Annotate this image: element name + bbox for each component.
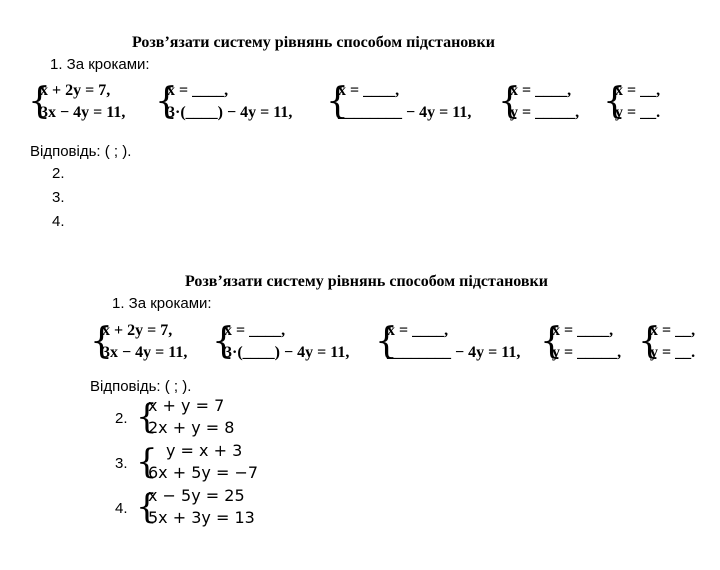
bottom-item-2-system xyxy=(136,396,266,442)
equation-line: y = x + 3 xyxy=(166,441,243,460)
brace-icon: { xyxy=(155,81,178,122)
bottom-system-2 xyxy=(212,320,377,364)
equation-line: x = ____, xyxy=(510,82,572,99)
equation-line: x = __, xyxy=(615,82,661,99)
brace-icon: { xyxy=(90,321,113,362)
equation-line: x − 5y = 25 xyxy=(148,486,245,505)
equation-line: x = ____, xyxy=(167,82,229,99)
brace-icon: { xyxy=(136,442,158,482)
equation-line: x = __, xyxy=(650,322,696,339)
equation-line: x = ____, xyxy=(387,322,449,339)
top-answer: Відповідь: ( ; ). xyxy=(30,143,132,160)
top-system-3 xyxy=(326,80,496,124)
equation-line: 3x − 4y = 11, xyxy=(40,104,126,121)
equation-line: y = _____, xyxy=(510,104,580,121)
top-system-4 xyxy=(498,80,598,124)
top-title: Розв’язати систему рівнянь способом підстановки xyxy=(132,34,495,51)
equation-line: 3·(____) − 4y = 11, xyxy=(224,344,350,361)
bottom-system-1 xyxy=(90,320,215,364)
top-system-2 xyxy=(155,80,325,124)
bottom-step-1: 1. За кроками: xyxy=(112,295,212,312)
equation-line: x + y = 7 xyxy=(148,396,225,415)
top-item-4: 4. xyxy=(52,213,65,230)
equation-line: 3·(____) − 4y = 11, xyxy=(167,104,293,121)
brace-icon: { xyxy=(540,321,563,362)
equation-line: x = ____, xyxy=(338,82,400,99)
equation-line: 3x − 4y = 11, xyxy=(102,344,188,361)
equation-line: y = __. xyxy=(615,104,661,121)
top-system-1 xyxy=(28,80,158,124)
brace-icon: { xyxy=(28,81,51,122)
bottom-item-3-system xyxy=(136,441,266,487)
equation-line: 2x + y = 8 xyxy=(148,418,235,437)
bottom-answer: Відповідь: ( ; ). xyxy=(90,378,192,395)
brace-icon: { xyxy=(326,81,349,122)
brace-icon: { xyxy=(136,487,158,527)
top-item-2: 2. xyxy=(52,165,65,182)
bottom-item-2-number: 2. xyxy=(115,410,128,427)
equation-line: ________ − 4y = 11, xyxy=(338,104,472,121)
brace-icon: { xyxy=(498,81,521,122)
brace-icon: { xyxy=(603,81,626,122)
equation-line: 5x + 3y = 13 xyxy=(148,508,255,527)
equation-line: ________ − 4y = 11, xyxy=(387,344,521,361)
bottom-system-4 xyxy=(540,320,635,364)
equation-line: x + 2y = 7, xyxy=(40,82,111,99)
bottom-item-4-number: 4. xyxy=(115,500,128,517)
brace-icon: { xyxy=(136,397,158,437)
bottom-system-5 xyxy=(638,320,713,364)
brace-icon: { xyxy=(375,321,398,362)
top-item-3: 3. xyxy=(52,189,65,206)
equation-line: 6x + 5y = −7 xyxy=(148,463,259,482)
equation-line: x = ____, xyxy=(224,322,286,339)
top-system-5 xyxy=(603,80,683,124)
brace-icon: { xyxy=(212,321,235,362)
bottom-item-4-system xyxy=(136,486,266,532)
brace-icon: { xyxy=(638,321,661,362)
top-step-1: 1. За кроками: xyxy=(50,56,150,73)
equation-line: y = __. xyxy=(650,344,696,361)
bottom-title: Розв’язати систему рівнянь способом підстановки xyxy=(185,273,548,290)
equation-line: x = ____, xyxy=(552,322,614,339)
equation-line: x + 2y = 7, xyxy=(102,322,173,339)
bottom-item-3-number: 3. xyxy=(115,455,128,472)
equation-line: y = _____, xyxy=(552,344,622,361)
bottom-system-3 xyxy=(375,320,535,364)
